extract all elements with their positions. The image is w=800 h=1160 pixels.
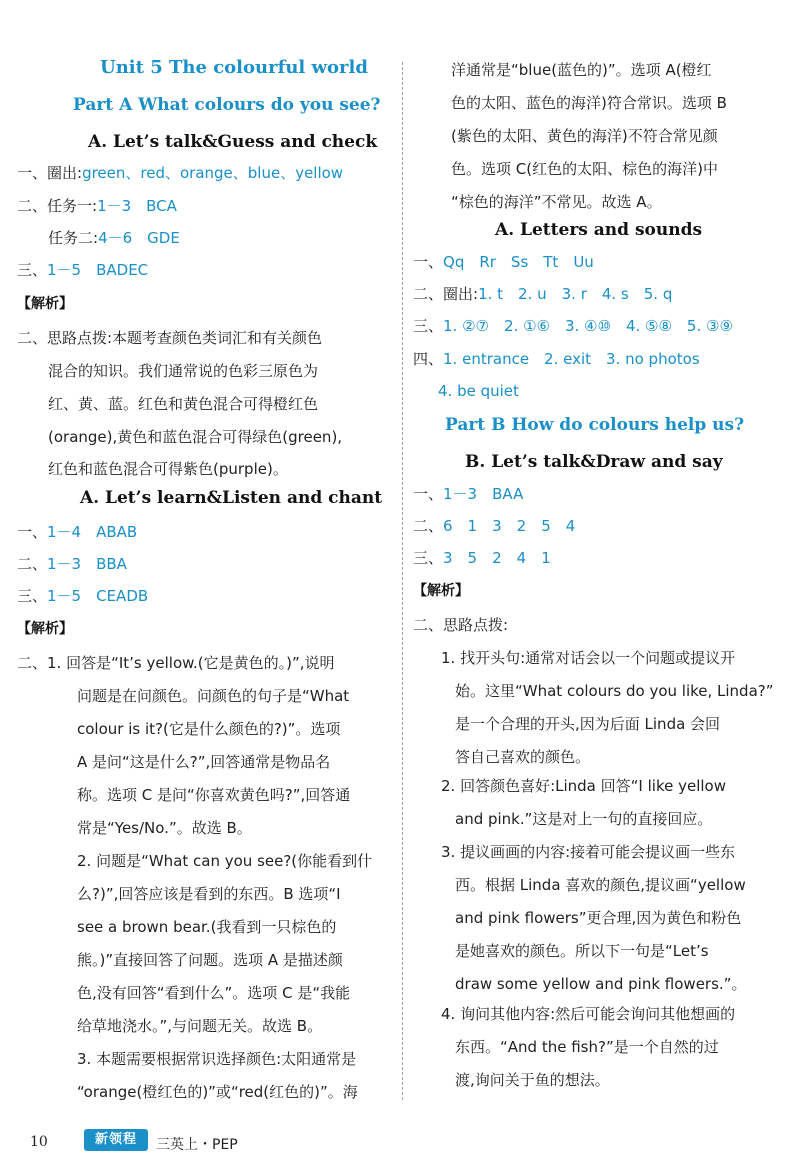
answer-value: 4. be quiet — [438, 382, 519, 400]
part-a-title: Part A What colours do you see? — [73, 95, 381, 115]
answer-line — [413, 284, 672, 304]
analysis-line: 问题是在问颜色。问颜色的句子是“What — [77, 687, 350, 705]
answer-line — [413, 548, 551, 568]
analysis-line: A 是问“这是什么?”,回答通常是物品名 — [77, 753, 331, 771]
answer-value: 1－4 ABAB — [47, 523, 138, 541]
analysis-line: 色,没有回答“看到什么”。选项 C 是“我能 — [77, 984, 351, 1002]
answer-prefix: 三、 — [413, 549, 444, 567]
analysis-line: 混合的知识。我们通常说的色彩三原色为 — [48, 362, 319, 380]
answer-line — [413, 252, 594, 272]
analysis-line: 是一个合理的开头,因为后面 Linda 会回 — [455, 715, 721, 733]
answer-line — [17, 196, 177, 216]
analysis-head: 二、思路点拨: — [413, 616, 509, 634]
analysis-line: 西。根据 Linda 喜欢的颜色,提议画“yellow — [455, 876, 746, 894]
answer-value: Qq Rr Ss Tt Uu — [443, 253, 594, 271]
answer-prefix: 二、圈出: — [413, 285, 479, 303]
analysis-line: 色。选项 C(红色的太阳、棕色的海洋)中 — [451, 160, 718, 178]
analysis-line: 渡,询问关于鱼的想法。 — [455, 1071, 610, 1089]
answer-prefix: 三、 — [17, 261, 48, 279]
analysis-line: 红、黄、蓝。红色和黄色混合可得橙红色 — [48, 395, 319, 413]
analysis-line: 红色和蓝色混合可得紫色(purple)。 — [48, 460, 288, 478]
analysis-line: 4. 询问其他内容:然后可能会询问其他想画的 — [441, 1005, 736, 1023]
answer-prefix: 一、 — [413, 253, 444, 271]
analysis-line: 3. 提议画画的内容:接着可能会提议画一些东 — [441, 843, 736, 861]
answer-prefix: 三、 — [17, 587, 48, 605]
answer-value: 3 5 2 4 1 — [443, 549, 551, 567]
grade-label: 三英上・PEP — [156, 1137, 238, 1153]
analysis-line: 给草地浇水。”,与问题无关。故选 B。 — [77, 1017, 323, 1035]
analysis-line: 是她喜欢的颜色。所以下一句是“Let’s — [455, 942, 709, 960]
answer-value: 1. ②⑦ 2. ①⑥ 3. ④⑩ 4. ⑤⑧ 5. ③⑨ — [443, 317, 733, 335]
analysis-line: 2. 回答颜色喜好:Linda 回答“I like yellow — [441, 777, 726, 795]
answer-prefix: 一、 — [17, 523, 48, 541]
answer-line — [17, 260, 148, 280]
analysis-line: “棕色的海洋”不常见。故选 A。 — [451, 193, 662, 211]
answer-line — [413, 516, 575, 536]
analysis-line: 熊。)”直接回答了问题。选项 A 是描述颜 — [77, 951, 343, 969]
answer-prefix: 一、 — [413, 485, 444, 503]
answer-value: 1－5 BADEC — [47, 261, 149, 279]
section-a1-title: A. Let’s talk&Guess and check — [88, 132, 378, 152]
answer-line — [17, 554, 127, 574]
analysis-line: 始。这里“What colours do you like, Linda?” — [455, 682, 774, 700]
analysis-line: 称。选项 C 是问“你喜欢黄色吗?”,回答通 — [77, 786, 351, 804]
answer-prefix: 任务二: — [48, 229, 99, 247]
analysis-line: 答自己喜欢的颜色。 — [455, 748, 591, 766]
answer-prefix: 二、 — [413, 517, 444, 535]
analysis-line: 3. 本题需要根据常识选择颜色:太阳通常是 — [77, 1050, 357, 1068]
answer-line — [48, 228, 180, 248]
analysis-label: 【解析】 — [413, 583, 469, 599]
section-b1-title: B. Let’s talk&Draw and say — [465, 452, 723, 472]
analysis-line: and pink flowers”更合理,因为黄色和粉色 — [455, 909, 742, 927]
answer-line — [438, 381, 519, 401]
analysis-line: 1. 找开头句:通常对话会以一个问题或提议开 — [441, 649, 736, 667]
part-b-title: Part B How do colours help us? — [445, 415, 745, 435]
analysis-line: colour is it?(它是什么颜色的?)”。选项 — [77, 720, 341, 738]
analysis-line: 东西。“And the fish?”是一个自然的过 — [455, 1038, 719, 1056]
analysis-line: 么?)”,回答应该是看到的东西。B 选项“I — [77, 885, 341, 903]
analysis-line: 二、思路点拨:本题考查颜色类词汇和有关颜色 — [17, 329, 323, 347]
analysis-line: 二、1. 回答是“It’s yellow.(它是黄色的。)”,说明 — [17, 654, 335, 672]
page-number: 10 — [30, 1134, 48, 1150]
answer-value: 1－3 BBA — [47, 555, 127, 573]
analysis-line: (orange),黄色和蓝色混合可得绿色(green), — [48, 428, 343, 446]
column-divider — [402, 62, 403, 1100]
answer-value: 1－5 CEADB — [47, 587, 149, 605]
answer-value: 1. entrance 2. exit 3. no photos — [443, 350, 700, 368]
answer-prefix: 一、圈出: — [17, 164, 83, 182]
answer-line — [17, 522, 137, 542]
answer-prefix: 四、 — [413, 350, 444, 368]
answer-line — [413, 349, 700, 369]
analysis-line: (紫色的太阳、黄色的海洋)不符合常见颜 — [451, 127, 718, 145]
answer-prefix: 二、任务一: — [17, 197, 98, 215]
answer-line — [17, 586, 148, 606]
answer-value: green、red、orange、blue、yellow — [82, 164, 344, 182]
answer-value: 1－3 BCA — [97, 197, 177, 215]
answer-value: 6 1 3 2 5 4 — [443, 517, 576, 535]
answer-value: 4－6 GDE — [98, 229, 180, 247]
answer-prefix: 三、 — [413, 317, 444, 335]
unit-title: Unit 5 The colourful world — [100, 57, 368, 78]
answer-value: 1－3 BAA — [443, 485, 524, 503]
answer-prefix: 二、 — [17, 555, 48, 573]
section-a3-title: A. Letters and sounds — [495, 220, 703, 240]
answer-value: 1. t 2. u 3. r 4. s 5. q — [478, 285, 673, 303]
answer-line — [413, 316, 733, 336]
analysis-label: 【解析】 — [17, 296, 73, 312]
analysis-line: “orange(橙红色的)”或“red(红色的)”。海 — [77, 1083, 358, 1101]
analysis-line: 2. 问题是“What can you see?(你能看到什 — [77, 852, 373, 870]
section-a2-title: A. Let’s learn&Listen and chant — [80, 488, 383, 508]
answer-line — [17, 163, 343, 183]
analysis-line: see a brown bear.(我看到一只棕色的 — [77, 918, 337, 936]
analysis-line: 常是“Yes/No.”。故选 B。 — [77, 819, 252, 837]
analysis-line: 洋通常是“blue(蓝色的)”。选项 A(橙红 — [451, 61, 712, 79]
analysis-line: 色的太阳、蓝色的海洋)符合常识。选项 B — [451, 94, 727, 112]
analysis-line: draw some yellow and pink flowers.”。 — [455, 975, 747, 993]
answer-line — [413, 484, 523, 504]
brand-badge: 新领程 — [84, 1129, 148, 1151]
analysis-label: 【解析】 — [17, 621, 73, 637]
analysis-line: and pink.”这是对上一句的直接回应。 — [455, 810, 713, 828]
